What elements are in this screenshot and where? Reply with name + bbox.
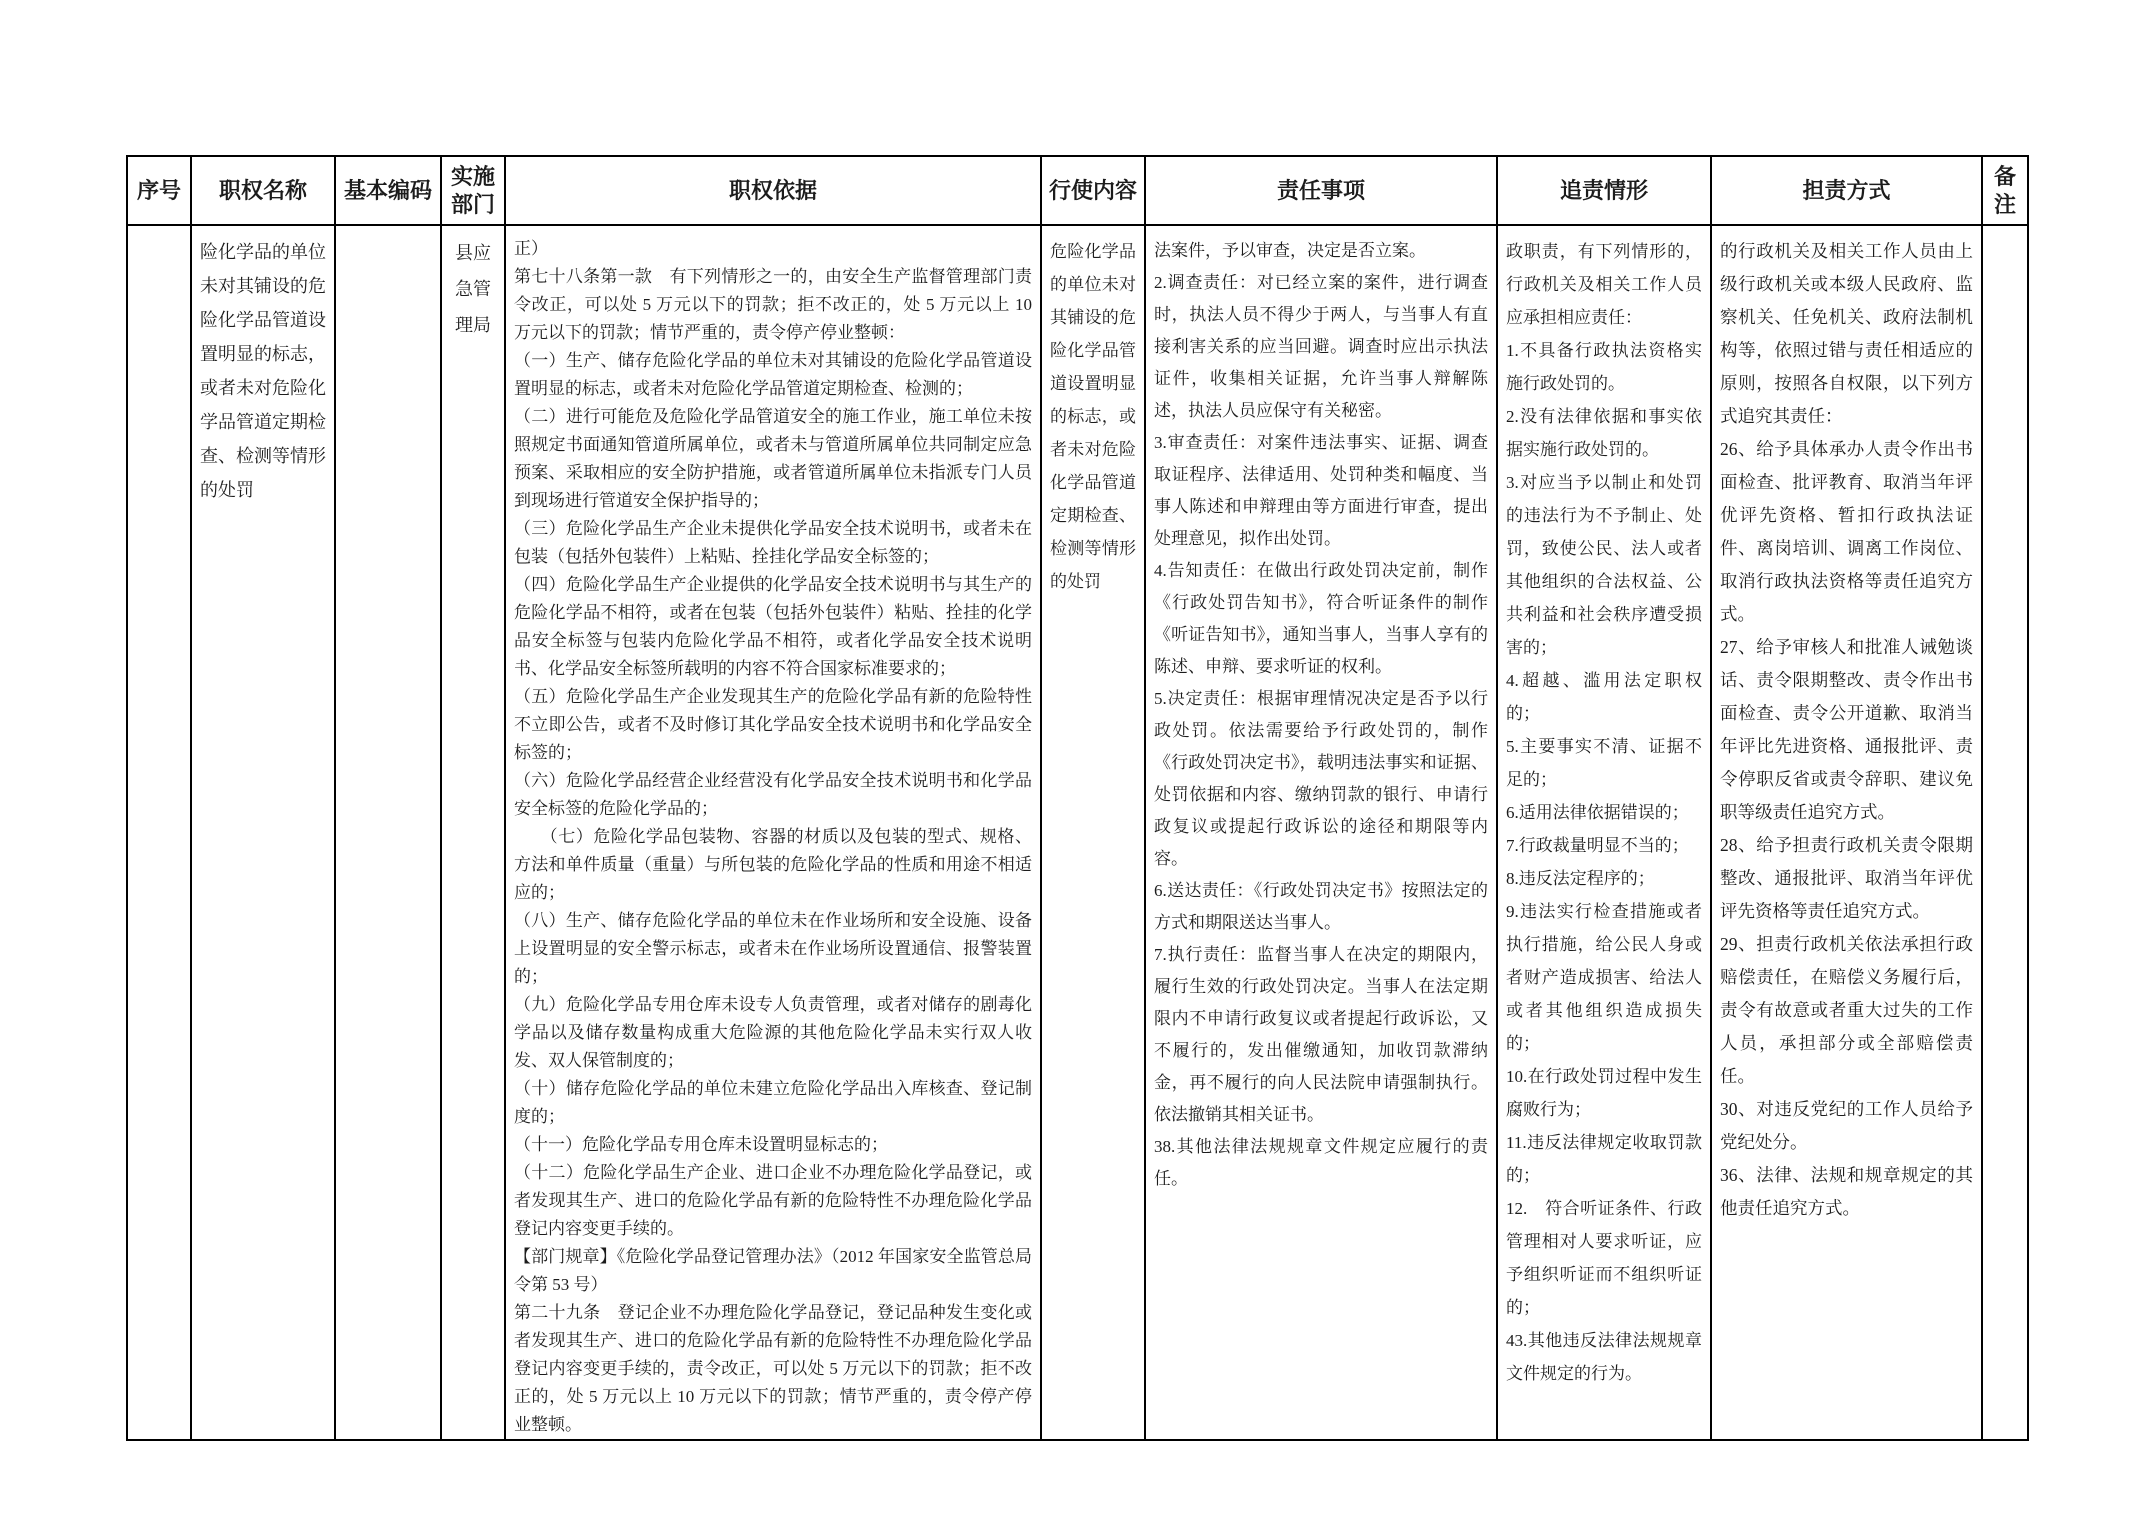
col-header-legal-basis: 职权依据	[505, 156, 1041, 225]
power-list-table	[126, 155, 2029, 1441]
paragraph: （五）危险化学品生产企业发现其生产的危险化学品有新的危险特性不立即公告，或者不及时修订其化学品安全技术说明书和化学品安全标签的；	[514, 687, 1032, 762]
paragraph: 第七十八条第一款 有下列情形之一的，由安全生产监督管理部门责令改正，可以处 5 万元以下的罚款；拒不改正的，处 5 万元以上 10 万元以下的罚款；情节严重的，责令停产停业整顿：	[514, 267, 1032, 342]
cell-accountability-methods	[1711, 225, 1982, 1440]
paragraph: 政职责，有下列情形的，行政机关及相关工作人员应承担相应责任：	[1506, 242, 1702, 327]
paragraph: 6.适用法律依据错误的；	[1506, 803, 1689, 822]
paragraph: 7.行政裁量明显不当的；	[1506, 836, 1689, 855]
paragraph: （九）危险化学品专用仓库未设专人负责管理，或者对储存的剧毒化学品以及储存数量构成重大危险源的其他危险化学品未实行双人收发、双人保管制度的；	[514, 995, 1032, 1070]
paragraph: 28、给予担责行政机关责令限期整改、通报批评、取消当年评优评先资格等责任追究方式。	[1720, 835, 1973, 921]
paragraph: 3.审查责任：对案件违法事实、证据、调查取证程序、法律适用、处罚种类和幅度、当事人陈述和申辩理由等方面进行审查，提出处理意见，拟作出处罚。	[1154, 433, 1488, 548]
cell-responsibility-items	[1145, 225, 1497, 1440]
paragraph: （一）生产、储存危险化学品的单位未对其铺设的危险化学品管道设置明显的标志，或者未对危险化学品管道定期检查、检测的；	[514, 351, 1032, 398]
cell-power-name	[191, 225, 335, 1440]
header-row	[127, 156, 2028, 225]
paragraph: 4.告知责任：在做出行政处罚决定前，制作《行政处罚告知书》，符合听证条件的制作《听证告知书》，通知当事人，当事人享有的陈述、申辩、要求听证的权利。	[1154, 561, 1488, 676]
col-header-department: 实施部门	[441, 156, 505, 225]
paragraph: 4.超越、滥用法定职权的；	[1506, 671, 1702, 723]
cell-serial	[127, 225, 191, 1440]
paragraph: 27、给予审核人和批准人诫勉谈话、责令限期整改、责令作出书面检查、责令公开道歉、取消当年评比先进资格、通报批评、责令停职反省或责令辞职、建议免职等级责任追究方式。	[1720, 637, 1973, 822]
col-header-responsibility-items: 责任事项	[1145, 156, 1497, 225]
legal-basis-paragraphs	[514, 235, 1032, 1439]
paragraph: 2.调查责任：对已经立案的案件，进行调查时，执法人员不得少于两人，与当事人有直接利害关系的应当回避。调查时应出示执法证件，收集相关证据，允许当事人辩解陈述，执法人员应保守有关秘密。	[1154, 273, 1488, 420]
col-header-accountability-methods: 担责方式	[1711, 156, 1982, 225]
paragraph: （八）生产、储存危险化学品的单位未在作业场所和安全设施、设备上设置明显的安全警示标志，或者未在作业场所设置通信、报警装置的；	[514, 911, 1032, 986]
paragraph: 8.违反法定程序的；	[1506, 869, 1655, 888]
col-header-serial: 序号	[127, 156, 191, 225]
paragraph: 29、担责行政机关依法承担行政赔偿责任，在赔偿义务履行后，责令有故意或者重大过失的工作人员，承担部分或全部赔偿责任。	[1720, 934, 1973, 1086]
exercise-content-text: 危险化学品的单位未对其铺设的危险化学品管道设置明显的标志，或者未对危险化学品管道定期检查、检测等情形的处罚	[1050, 242, 1136, 591]
paragraph: 1.不具备行政执法资格实施行政处罚的。	[1506, 341, 1702, 393]
paragraph: （三）危险化学品生产企业未提供化学品安全技术说明书，或者未在包装（包括外包装件）上粘贴、拴挂化学品安全标签的；	[514, 519, 1032, 566]
paragraph: 的行政机关及相关工作人员由上级行政机关或本级人民政府、监察机关、任免机关、政府法制机构等，依照过错与责任相适应的原则，按照各自权限，以下列方式追究其责任：	[1720, 241, 1973, 426]
cell-department	[441, 225, 505, 1440]
col-header-exercise-content: 行使内容	[1041, 156, 1145, 225]
paragraph: 5.决定责任：根据审理情况决定是否予以行政处罚。依法需要给予行政处罚的，制作《行政处罚决定书》，载明违法事实和证据、处罚依据和内容、缴纳罚款的银行、申请行政复议或提起行政诉讼的途径和期限等内容。	[1154, 689, 1488, 868]
paragraph: 3.对应当予以制止和处罚的违法行为不予制止、处罚，致使公民、法人或者其他组织的合法权益、公共利益和社会秩序遭受损害的；	[1506, 473, 1702, 657]
col-header-remarks: 备注	[1982, 156, 2028, 225]
responsibility-paragraphs	[1154, 235, 1488, 1195]
paragraph: 6.送达责任：《行政处罚决定书》按照法定的方式和期限送达当事人。	[1154, 881, 1488, 932]
col-header-accountability-situations: 追责情形	[1497, 156, 1711, 225]
col-header-basic-code: 基本编码	[335, 156, 441, 225]
paragraph: （十一）危险化学品专用仓库未设置明显标志的；	[514, 1135, 888, 1154]
paragraph: 9.违法实行检查措施或者执行措施，给公民人身或者财产造成损害、给法人或者其他组织造成损失的；	[1506, 902, 1702, 1053]
col-header-power-name: 职权名称	[191, 156, 335, 225]
cell-accountability-situations	[1497, 225, 1711, 1440]
cell-basic-code	[335, 225, 441, 1440]
paragraph: 38.其他法律法规规章文件规定应履行的责任。	[1154, 1137, 1488, 1188]
paragraph: 正）	[514, 239, 548, 258]
table-row	[127, 225, 2028, 1440]
paragraph: 【部门规章】《危险化学品登记管理办法》（2012 年国家安全监管总局令第 53 号）	[514, 1247, 1032, 1294]
paragraph: 11.违反法律规定收取罚款的；	[1506, 1133, 1702, 1185]
cell-legal-basis	[505, 225, 1041, 1440]
paragraph: （七）危险化学品包装物、容器的材质以及包装的型式、规格、方法和单件质量（重量）与所包装的危险化学品的性质和用途不相适应的；	[514, 827, 1032, 902]
paragraph: 36、法律、法规和规章规定的其他责任追究方式。	[1720, 1165, 1973, 1218]
paragraph: （二）进行可能危及危险化学品管道安全的施工作业，施工单位未按照规定书面通知管道所属单位，或者未与管道所属单位共同制定应急预案、采取相应的安全防护措施，或者管道所属单位未指派专门人员到现场进行管道安全保护指导的；	[514, 407, 1032, 510]
cell-remarks	[1982, 225, 2028, 1440]
paragraph: 30、对违反党纪的工作人员给予党纪处分。	[1720, 1099, 1973, 1152]
paragraph: 10.在行政处罚过程中发生腐败行为；	[1506, 1067, 1702, 1119]
paragraph: （四）危险化学品生产企业提供的化学品安全技术说明书与其生产的危险化学品不相符，或者在包装（包括外包装件）粘贴、拴挂的化学品安全标签与包装内危险化学品不相符，或者化学品安全技术说明书、化学品安全标签所载明的内容不符合国家标准要求的；	[514, 575, 1032, 678]
paragraph: 第二十九条 登记企业不办理危险化学品登记，登记品种发生变化或者发现其生产、进口的危险化学品有新的危险特性不办理危险化学品登记内容变更手续的，责令改正，可以处 5 万元以下的罚款；拒不改正的，处 5 万元以上 10 万元以下的罚款；情节严重的，责令停产停业整顿。	[514, 1303, 1032, 1434]
paragraph: 2.没有法律依据和事实依据实施行政处罚的。	[1506, 407, 1702, 459]
paragraph: 43.其他违反法律法规规章文件规定的行为。	[1506, 1331, 1702, 1383]
paragraph: （十二）危险化学品生产企业、进口企业不办理危险化学品登记，或者发现其生产、进口的危险化学品有新的危险特性不办理危险化学品登记内容变更手续的。	[514, 1163, 1032, 1238]
paragraph: （六）危险化学品经营企业经营没有化学品安全技术说明书和化学品安全标签的危险化学品的；	[514, 771, 1032, 818]
accountability-situation-paragraphs	[1506, 235, 1702, 1390]
paragraph: （十）储存危险化学品的单位未建立危险化学品出入库核查、登记制度的；	[514, 1079, 1032, 1126]
power-name-text: 险化学品的单位未对其铺设的危险化学品管道设置明显的标志，或者未对危险化学品管道定期检查、检测等情形的处罚	[200, 242, 326, 500]
department-text: 县应急管理局	[455, 243, 491, 335]
accountability-method-paragraphs	[1720, 235, 1973, 1225]
paragraph: 7.执行责任：监督当事人在决定的期限内，履行生效的行政处罚决定。当事人在法定期限内不申请行政复议或者提起行政诉讼，又不履行的，发出催缴通知，加收罚款滞纳金，再不履行的向人民法院申请强制执行。依法撤销其相关证书。	[1154, 945, 1488, 1124]
paragraph: 12. 符合听证条件、行政管理相对人要求听证，应予组织听证而不组织听证的；	[1506, 1199, 1702, 1317]
paragraph: 5.主要事实不清、证据不足的；	[1506, 737, 1702, 789]
paragraph: 法案件，予以审查，决定是否立案。	[1154, 241, 1426, 260]
paragraph: 26、给予具体承办人责令作出书面检查、批评教育、取消当年评优评先资格、暂扣行政执法证件、离岗培训、调离工作岗位、取消行政执法资格等责任追究方式。	[1720, 439, 1973, 624]
cell-exercise-content	[1041, 225, 1145, 1440]
